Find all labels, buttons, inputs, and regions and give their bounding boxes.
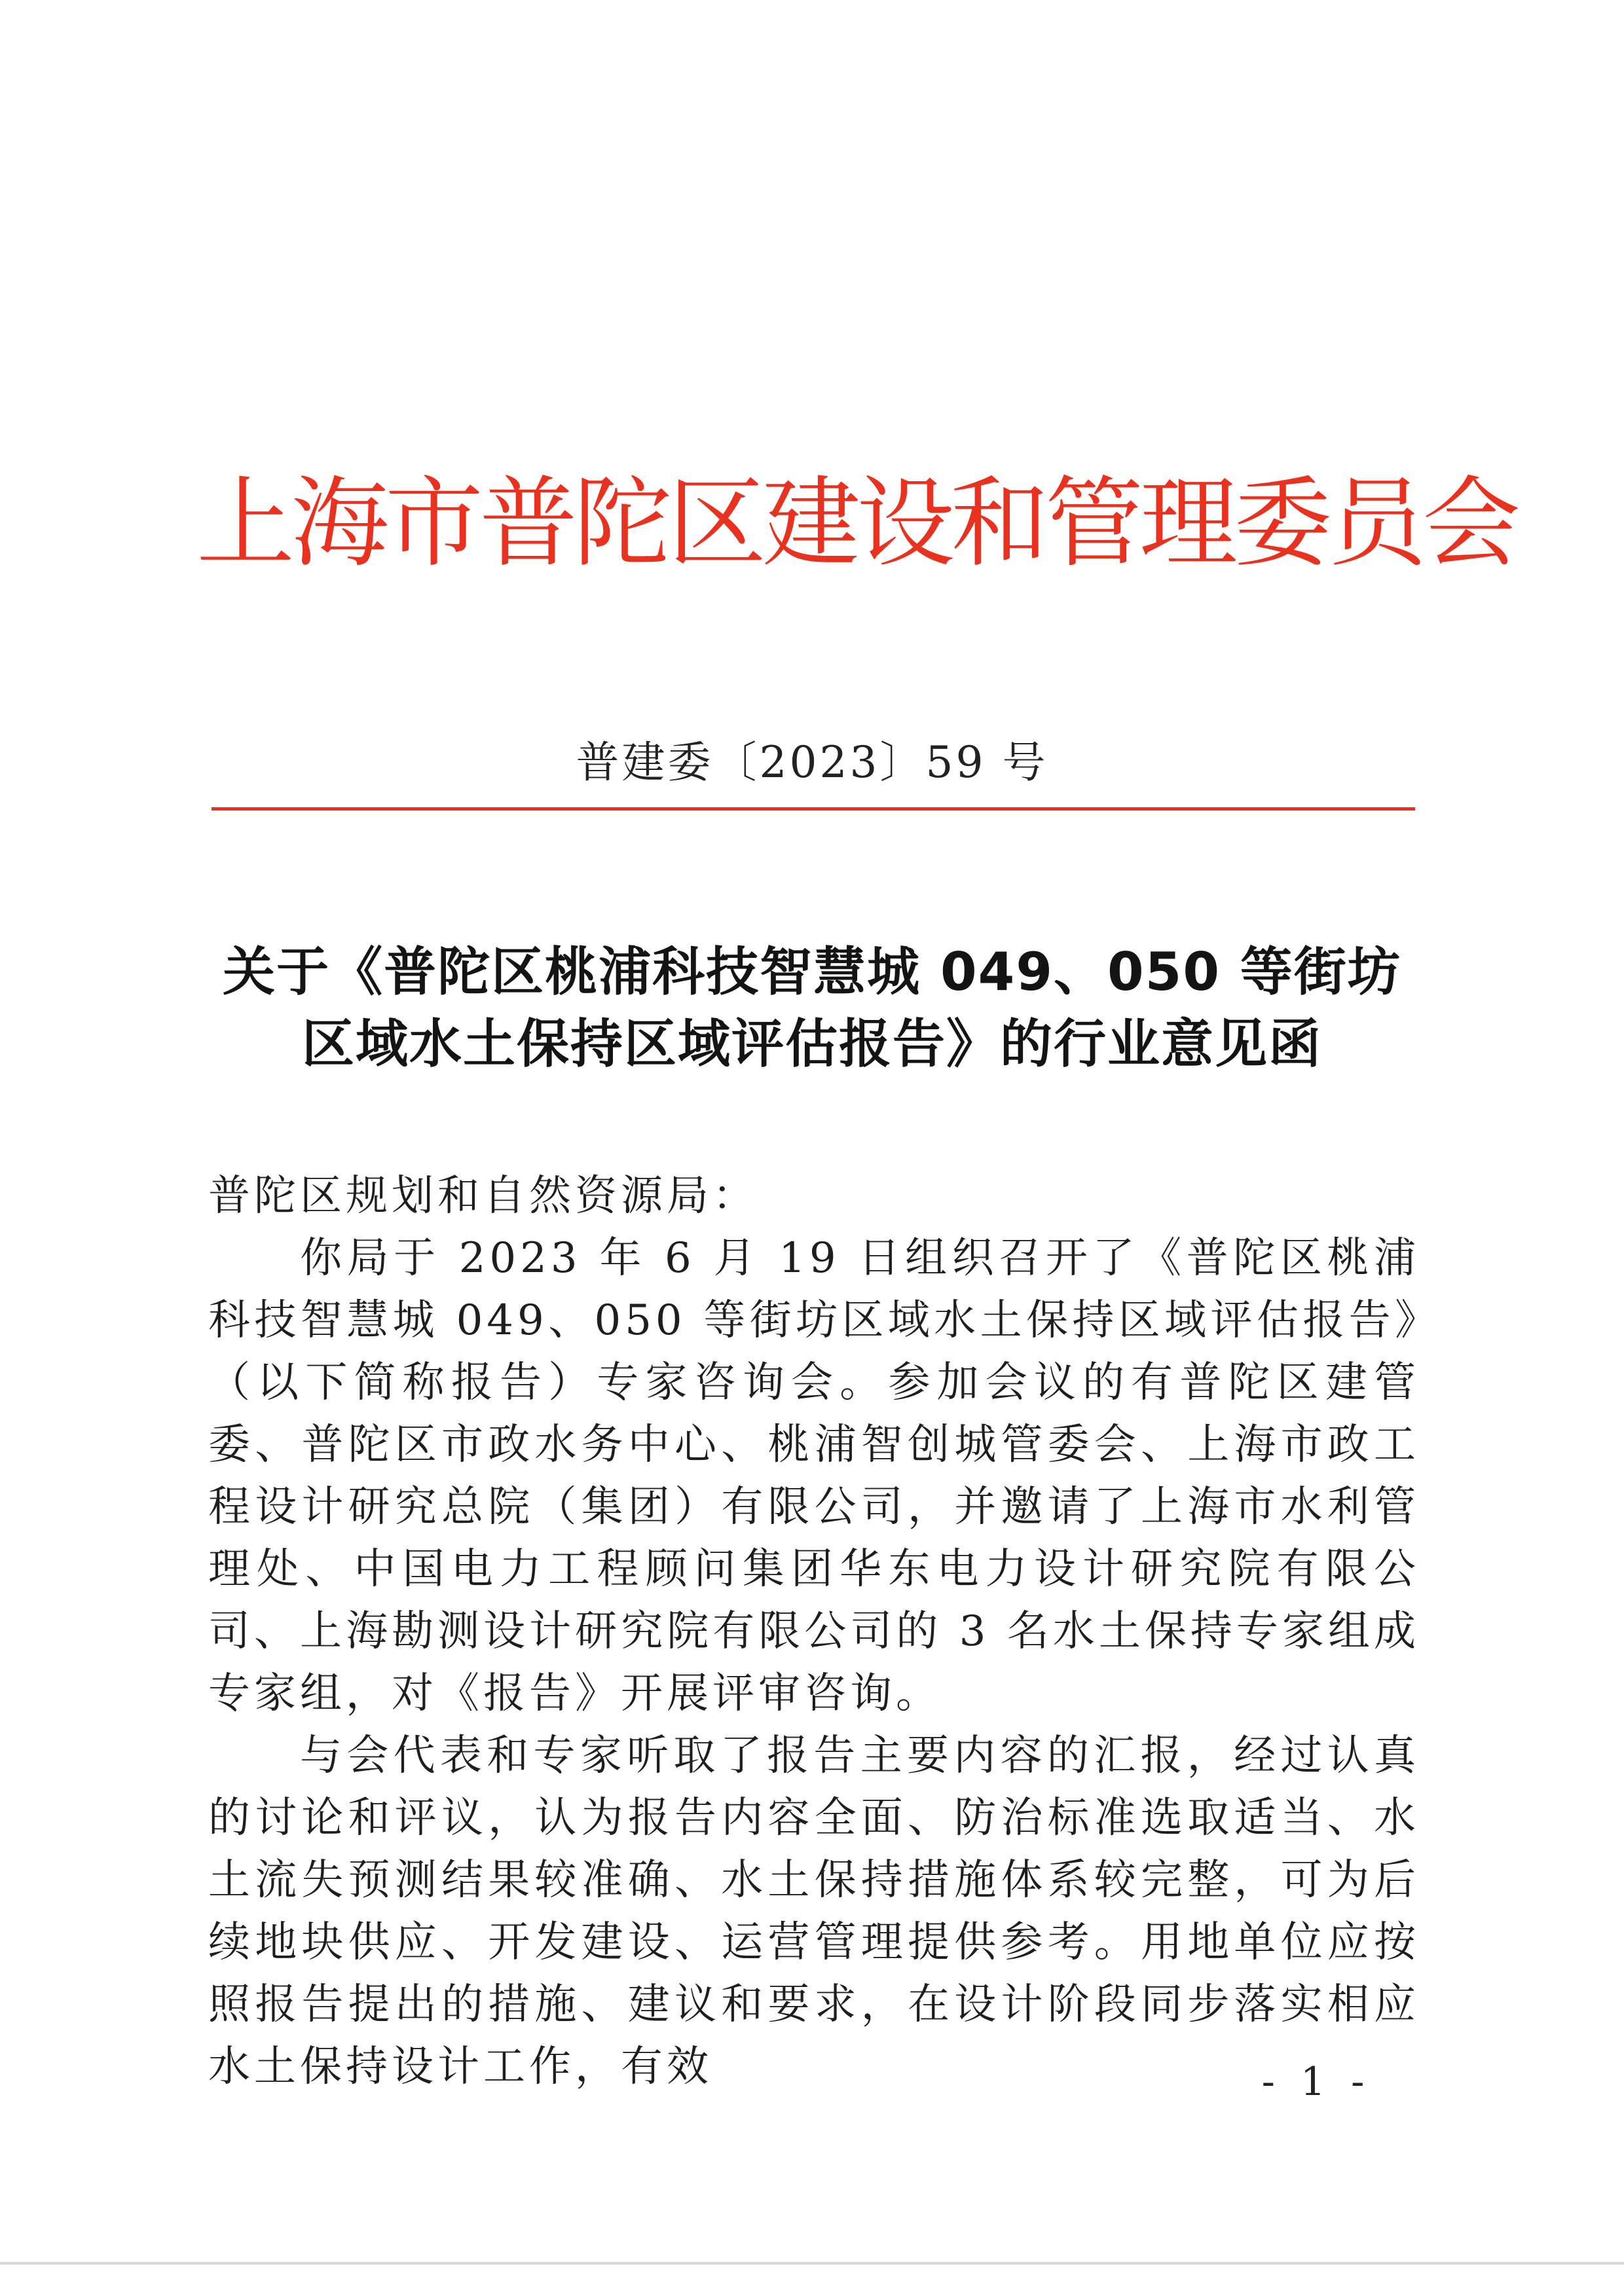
scan-edge-line: [0, 2262, 1624, 2265]
letter-body: [208, 1165, 1420, 2098]
body-paragraph-2: 与会代表和专家听取了报告主要内容的汇报，经过认真的讨论和评议，认为报告内容全面、防治标准选取适当、水土流失预测结果较准确、水土保持措施体系较完整，可为后续地块供应、开发建设、运营管理提供参考。用地单位应按照报告提出的措施、建议和要求，在设计阶段同步落实相应水土保持设计工作，有效: [208, 1732, 1420, 2091]
body-paragraph-1: 你局于 2023 年 6 月 19 日组织召开了《普陀区桃浦科技智慧城 049、050 等街坊区域水土保持区域评估报告》（以下简称报告）专家咨询会。参加会议的有普陀区建管委、普陀区市政水务中心、桃浦智创城管委会、上海市政工程设计研究总院（集团）有限公司，并邀请了上海市水利管理处、中国电力工程顾问集团华东电力设计研究院有限公司、上海勘测设计研究院有限公司的 3 名水土保持专家组成专家组，对《报告》开展评审咨询。: [208, 1234, 1420, 1718]
page-number: - 1 -: [1261, 2059, 1371, 2105]
letter-title-line-2: 区域水土保持区域评估报告》的行业意见函: [302, 1013, 1322, 1074]
letter-title: [196, 936, 1428, 1080]
document-number: 普建委〔2023〕59 号: [576, 737, 1048, 788]
salutation: 普陀区规划和自然资源局：: [208, 1172, 758, 1220]
issuing-authority-header: 上海市普陀区建设和管理委员会: [196, 467, 1517, 581]
letter-title-line-1: 关于《普陀区桃浦科技智慧城 049、050 等街坊: [223, 941, 1401, 1002]
red-divider-line: [212, 807, 1415, 811]
